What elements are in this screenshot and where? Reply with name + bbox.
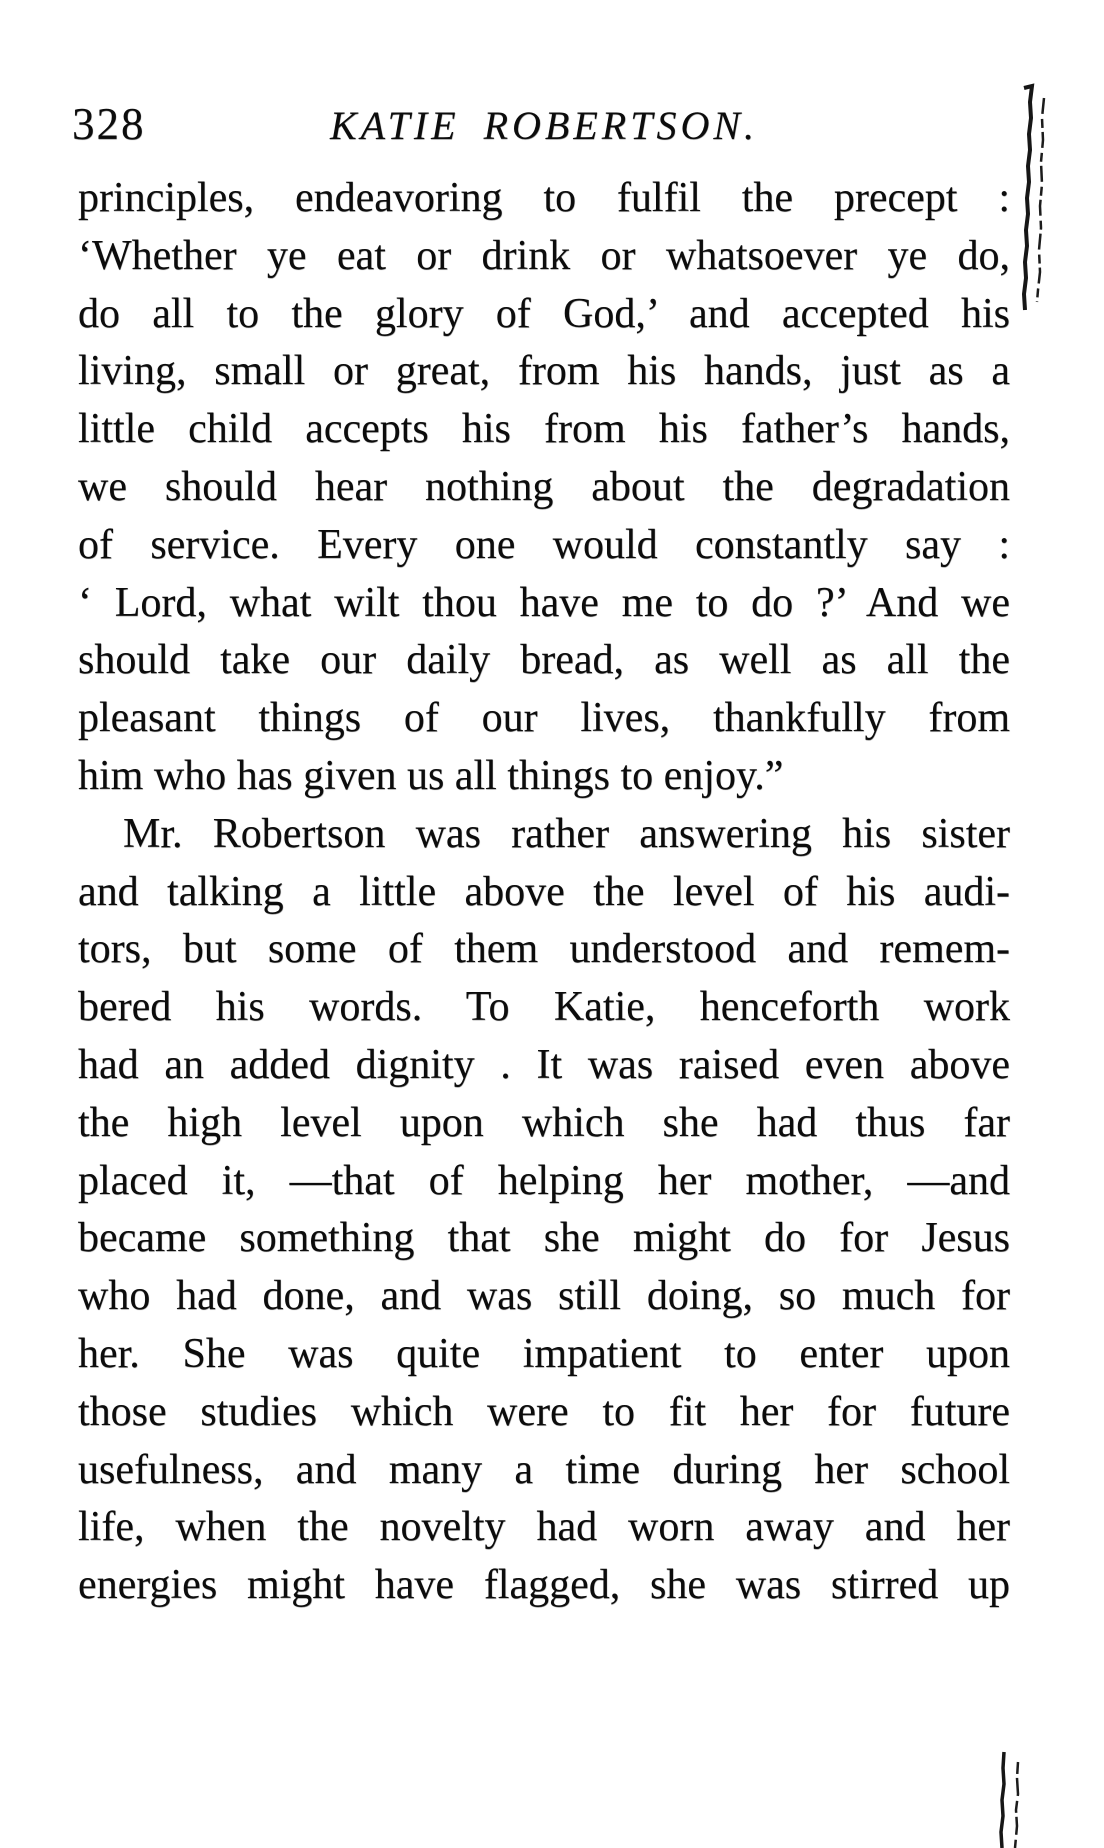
text-line: we should hear nothing about the degradation xyxy=(78,463,1010,510)
text-line: energies might have flagged, she was stirred up xyxy=(78,1562,1010,1609)
scan-artifact-bottom-right-streak xyxy=(1015,1762,1018,1848)
text-line: bered his words. To Katie, henceforth work xyxy=(78,984,1010,1031)
text-line: principles, endeavoring to fulfil the precept : xyxy=(78,175,1010,221)
text-line: pleasant things of our lives, thankfully from xyxy=(78,695,1010,742)
text-line: of service. Every one would constantly say : xyxy=(78,521,1010,568)
text-line: life, when the novelty had worn away and her xyxy=(78,1504,1010,1551)
scan-artifact-bottom-left-streak xyxy=(1001,1752,1004,1848)
text-line: living, small or great, from his hands, just as a xyxy=(78,348,1010,395)
text-line: her. She was quite impatient to enter upon xyxy=(78,1330,1010,1377)
text-line: usefulness, and many a time during her school xyxy=(78,1446,1010,1493)
running-title: KATIE ROBERTSON. xyxy=(329,103,759,148)
body-text xyxy=(78,170,1010,1615)
text-line: ‘ Lord, what wilt thou have me to do ?’ And we xyxy=(78,579,1010,626)
text-line: had an added dignity . It was raised even above xyxy=(78,1041,1010,1088)
text-line: should take our daily bread, as well as all the xyxy=(78,637,1010,684)
text-line: and talking a little above the level of his audi- xyxy=(78,868,1010,915)
scan-artifact-top-left-streak xyxy=(1024,86,1032,310)
text-line: Mr. Robertson was rather answering his sister xyxy=(123,810,1010,857)
text-line: who had done, and was still doing, so much for xyxy=(78,1273,1010,1320)
page-number: 328 xyxy=(72,99,146,149)
text-line: those studies which were to fit her for future xyxy=(78,1388,1010,1435)
text-line: tors, but some of them understood and remem- xyxy=(78,926,1010,973)
scan-artifact-top-right-streak xyxy=(1037,98,1044,302)
page-header xyxy=(72,98,1010,160)
text-line: ‘Whether ye eat or drink or whatsoever ye do, xyxy=(78,232,1010,279)
text-line: the high level upon which she had thus far xyxy=(78,1099,1010,1146)
text-line: little child accepts his from his father’s hands, xyxy=(78,406,1010,453)
text-line: became something that she might do for Jesus xyxy=(78,1215,1010,1262)
text-line: do all to the glory of God,’ and accepted his xyxy=(78,290,1010,337)
text-line: him who has given us all things to enjoy.” xyxy=(78,752,784,799)
text-line: placed it, —that of helping her mother, —and xyxy=(78,1157,1010,1204)
